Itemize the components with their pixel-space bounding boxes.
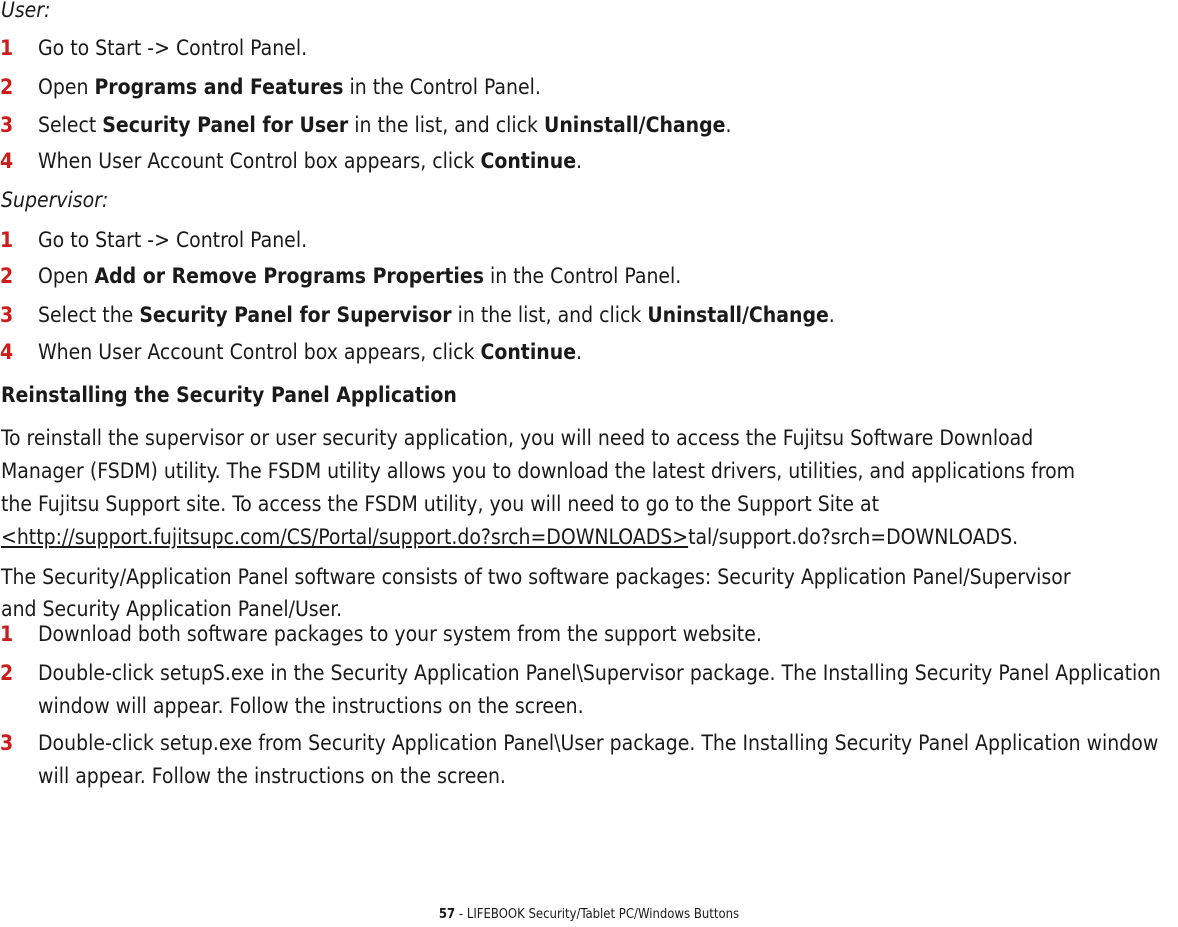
packages-paragraph bbox=[1, 561, 1178, 625]
page-footer bbox=[0, 906, 1178, 924]
step-text: Go to Start -> Control Panel. bbox=[38, 228, 308, 252]
supervisor-heading: Supervisor: bbox=[1, 188, 109, 212]
step-number: 4 bbox=[0, 149, 14, 173]
paragraph-line: Manager (FSDM) utility. The FSDM utility allows you to download the latest drivers, utilities, and applications from bbox=[1, 459, 1076, 483]
step-number: 1 bbox=[0, 622, 14, 646]
step-number: 2 bbox=[0, 264, 14, 288]
step-number: 4 bbox=[0, 340, 14, 364]
step-text: Double-click setupS.exe in the Security Application Panel\Supervisor package. The Installing Security Panel Application window will appear. Follow the instructions on the screen. bbox=[38, 661, 1161, 718]
step-text: When User Account Control box appears, click Continue. bbox=[38, 149, 583, 173]
footer-title: - LIFEBOOK Security/Tablet PC/Windows Buttons bbox=[455, 907, 740, 922]
step-text: Double-click setup.exe from Security Application Panel\User package. The Installing Security Panel Application window will appear. Follow the instructions on the screen. bbox=[38, 731, 1159, 788]
step-number: 2 bbox=[0, 75, 14, 99]
step-text: Open Add or Remove Programs Properties in the Control Panel. bbox=[38, 264, 682, 288]
page-number: 57 bbox=[438, 907, 456, 922]
reinstall-paragraph bbox=[1, 422, 1178, 554]
step-number: 1 bbox=[0, 36, 14, 60]
step-text: Select Security Panel for User in the list, and click Uninstall/Change. bbox=[38, 113, 732, 137]
step-text: Select the Security Panel for Supervisor in the list, and click Uninstall/Change. bbox=[38, 303, 835, 327]
paragraph-line: The Security/Application Panel software consists of two software packages: Security Application Panel/Supervisor bbox=[1, 565, 1071, 589]
support-link-line: <http://support.fujitsupc.com/CS/Portal/support.do?srch=DOWNLOADS>tal/support.do?srch=DOWNLOADS. bbox=[1, 525, 1019, 549]
support-link-tail: tal/support.do?srch=DOWNLOADS bbox=[688, 525, 1013, 549]
step-text: Download both software packages to your system from the support website. bbox=[38, 622, 762, 646]
step-number: 2 bbox=[0, 661, 14, 685]
support-site-link[interactable]: <http://support.fujitsupc.com/CS/Portal/support.do?srch=DOWNLOADS> bbox=[1, 525, 689, 549]
step-number: 3 bbox=[0, 303, 14, 327]
user-heading: User: bbox=[1, 0, 51, 22]
paragraph-line: and Security Application Panel/User. bbox=[1, 597, 343, 621]
step-text: When User Account Control box appears, click Continue. bbox=[38, 340, 583, 364]
paragraph-line: the Fujitsu Support site. To access the FSDM utility, you will need to go to the Support Site at bbox=[1, 492, 880, 516]
section-title: Reinstalling the Security Panel Application bbox=[1, 383, 457, 407]
step-text: Go to Start -> Control Panel. bbox=[38, 36, 308, 60]
step-number: 1 bbox=[0, 228, 14, 252]
step-number: 3 bbox=[0, 731, 14, 755]
step-number: 3 bbox=[0, 113, 14, 137]
step-text: Open Programs and Features in the Control Panel. bbox=[38, 75, 541, 99]
paragraph-line: To reinstall the supervisor or user security application, you will need to access the Fujitsu Software Download bbox=[1, 426, 1034, 450]
